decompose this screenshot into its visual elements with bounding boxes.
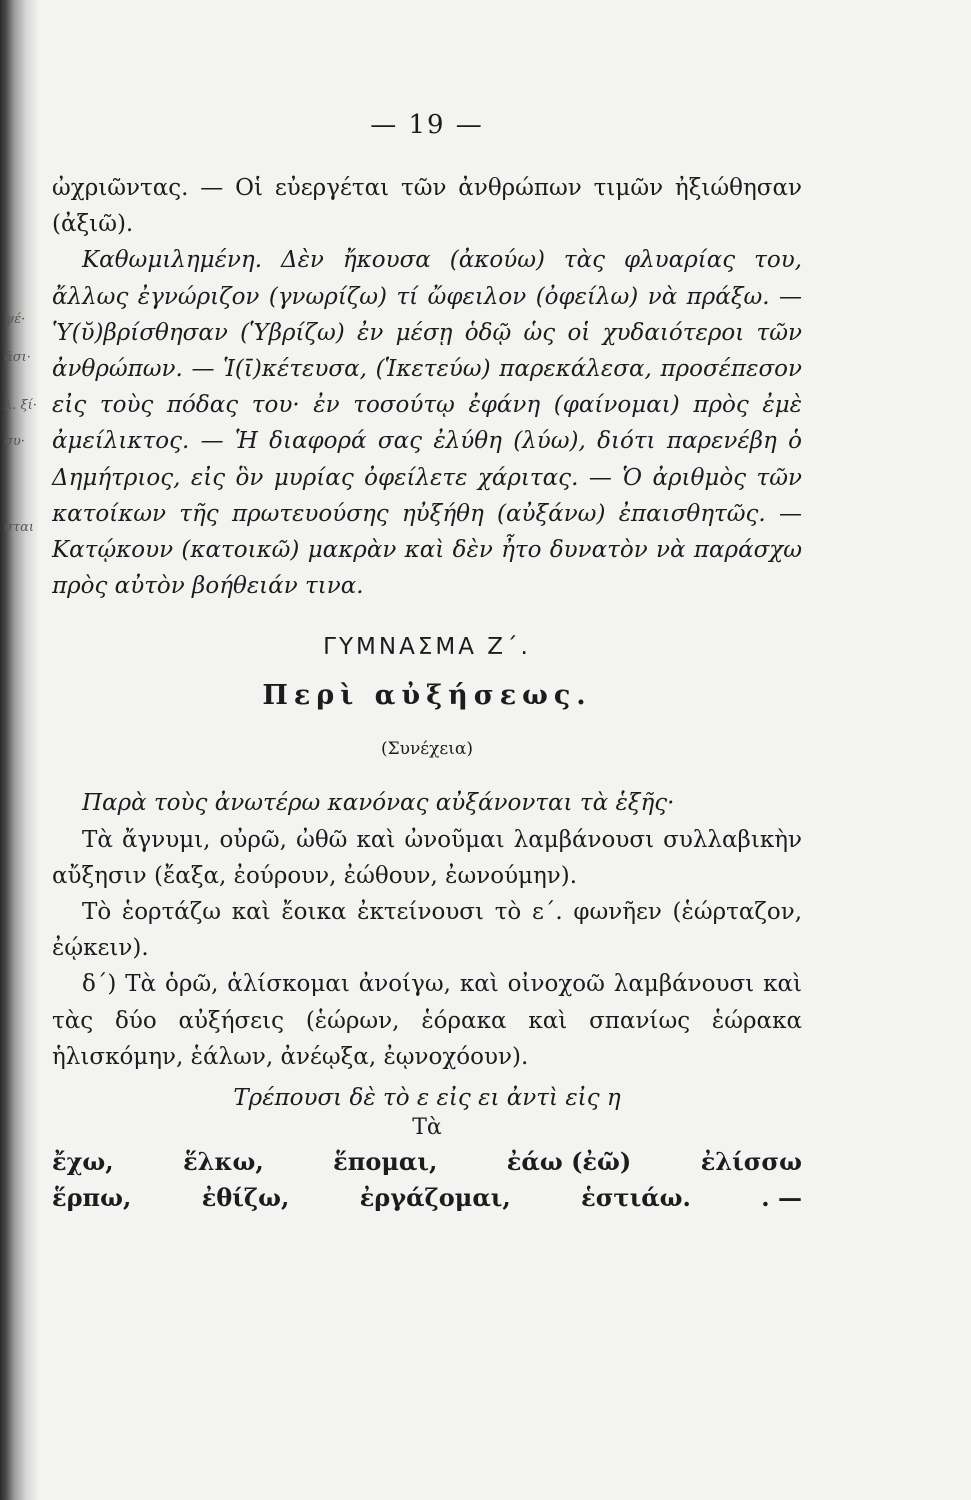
verb: ἐργάζομαι, <box>359 1183 511 1213</box>
paragraph: Καθωμιλημένη. Δὲν ἤκουσα (ἀκούω) τὰς φλυαρίας του, ἄλλως ἐγνώριζον (γνωρίζω) τί ὤφειλον (ὀφείλω) νὰ πράξω. — Ὑ(ῠ)βρίσθησαν (Ὑβρίζω) ἐν μέσῃ ὁδῷ ὡς οἱ χυδαιότεροι τῶν ἀνθρώπων. — Ἱ(ῑ)κέτευσα, (Ἱκετεύω) παρεκάλεσα, προσέπεσον εἰς τοὺς πόδας του· ἐν τοσούτῳ ἐφάνη (φαίνομαι) πρὸς ἐμὲ ἀμείλικτος. — Ἡ διαφορά σας ἐλύθη (λύω), διότι παρενέβη ὁ Δημήτριος, εἰς ὃν μυρίας ὀφείλετε χάριτας. — Ὁ ἀριθμὸς τῶν κατοίκων τῆς πρωτευούσης ηὐξήθη (αὐξάνω) ἐπαισθητῶς. — Κατῴκουν (κατοικῶ) μακρὰν καὶ δὲν ἦτο δυνατὸν νὰ παράσχω πρὸς αὐτὸν βοήθειάν τινα. <box>52 247 802 600</box>
verb: ἐάω (ἐῶ) <box>506 1147 632 1177</box>
verb: . — <box>761 1183 802 1213</box>
page-number: — 19 — <box>370 110 484 140</box>
section-subtitle: Περὶ αὐξήσεως. <box>262 680 592 712</box>
ta-label: Τὰ <box>412 1115 442 1141</box>
gutter-mark: ᾶσι· <box>4 350 31 365</box>
verb-list <box>52 1144 802 1216</box>
verb-row <box>52 1144 802 1180</box>
paragraph: Τὰ ἄγνυμι, οὐρῶ, ὠθῶ καὶ ὠνοῦμαι λαμβάνουσι συλλαβικὴν αὔξησιν (ἔαξα, ἐούρουν, ἐώθουν, ἐωνούμην). <box>52 826 802 889</box>
verb-row <box>52 1180 802 1216</box>
verb: ἕπομαι, <box>333 1147 438 1177</box>
verb: ἐθίζω, <box>201 1183 290 1213</box>
paragraph: Παρὰ τοὺς ἀνωτέρω κανόνας αὐξάνονται τὰ ἑξῆς· <box>82 790 675 817</box>
gutter-mark: λ. ξί· <box>4 398 37 413</box>
verb: ἔχω, <box>52 1147 114 1177</box>
verb: ἕρπω, <box>52 1183 132 1213</box>
paragraph: ὠχριῶντας. — Οἱ εὐεργέται τῶν ἀνθρώπων τιμῶν ἠξιώθησαν (ἀξιῶ). <box>52 175 802 238</box>
paragraph: δ΄) Τὰ ὁρῶ, ἁλίσκομαι ἀνοίγω, καὶ οἰνοχοῶ λαμβάνουσι καὶ τὰς δύο αὐξήσεις (ἑώρων, ἑόρακα καὶ σπανίως ἑώρακα ἡλισκόμην, ἑάλων, ἀνέῳξα, ἐῳνοχόουν). <box>52 971 802 1070</box>
page-content <box>52 110 802 1216</box>
facing-page-margin-text <box>0 250 60 580</box>
verb: ἑστιάω. <box>581 1183 691 1213</box>
book-gutter-shadow <box>0 0 38 1500</box>
gutter-mark: συ· <box>4 434 25 449</box>
section-continued-label: (Συνέχεια) <box>380 739 473 760</box>
verb: ἕλκω, <box>183 1147 264 1177</box>
exercise-text <box>52 170 802 604</box>
rules-text <box>52 785 802 1075</box>
rule-line: Τρέπουσι δὲ τὸ ε εἰς ει ἀντὶ εἰς η <box>233 1085 621 1112</box>
gutter-mark: σται <box>4 520 34 535</box>
paragraph: Τὸ ἑορτάζω καὶ ἔοικα ἐκτείνουσι τὸ ε΄. φωνῆεν (ἑώρταζον, ἐῴκειν). <box>52 899 802 962</box>
verb: ἐλίσσω <box>700 1147 802 1177</box>
gutter-mark: ψέ· <box>4 312 26 327</box>
section-title: ΓΥΜΝΑΣΜΑ Ζ΄. <box>323 634 531 661</box>
